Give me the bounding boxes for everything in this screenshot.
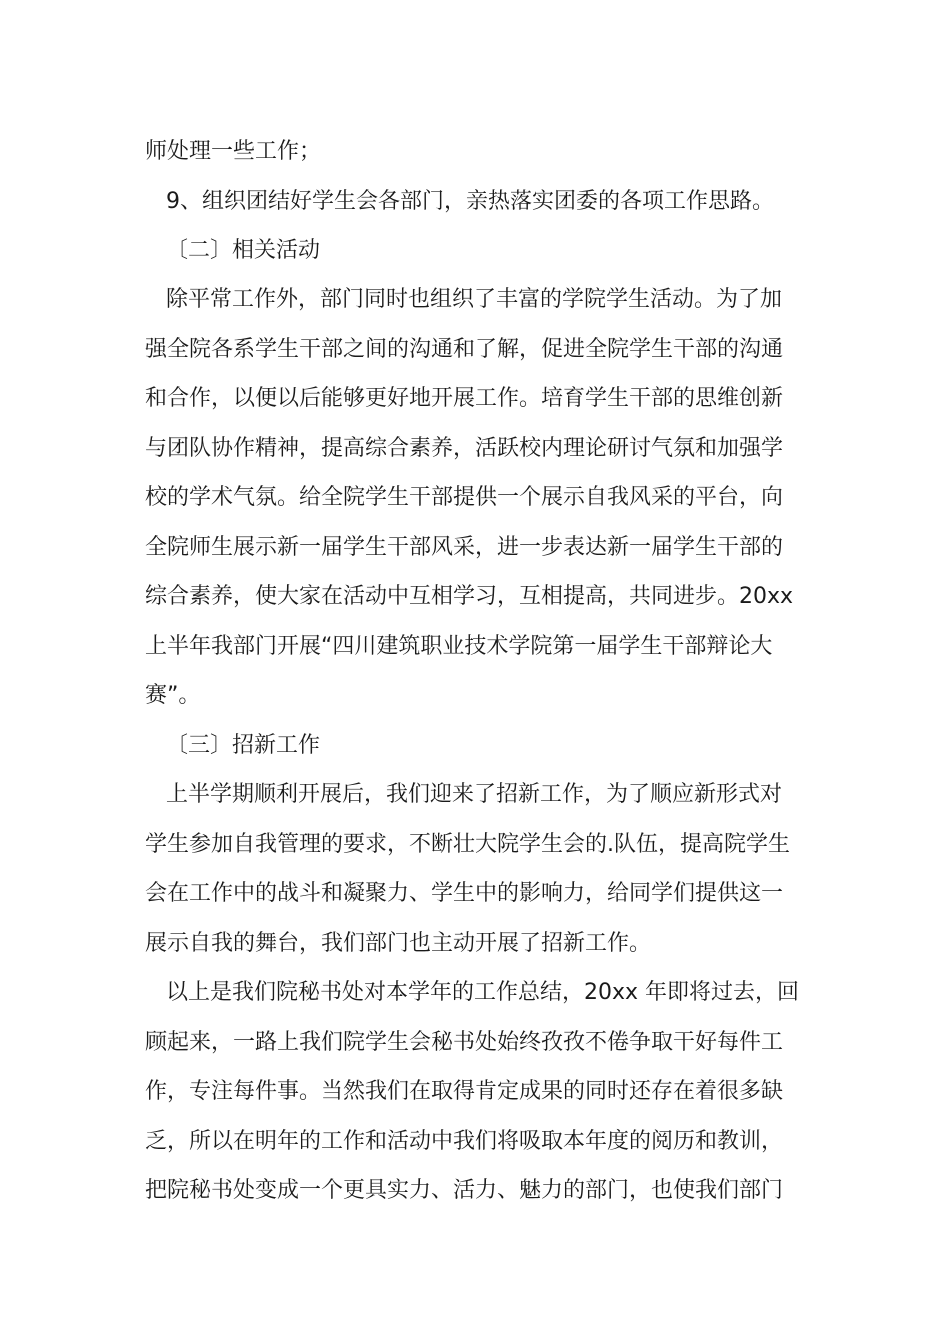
text-line: 把院秘书处变成一个更具实力、活力、魅力的部门，也使我们部门 xyxy=(145,1178,784,1203)
text-line: 乏，所以在明年的工作和活动中我们将吸取本年度的阅历和教训， xyxy=(145,1129,784,1154)
section-heading-3: 〔三〕招新工作 xyxy=(166,733,321,758)
text-line: 全院师生展示新一届学生干部风采，进一步表达新一届学生干部的 xyxy=(145,535,784,560)
text-line: 上半学期顺利开展后，我们迎来了招新工作，为了顺应新形式对 xyxy=(166,782,783,807)
text-line: 学生参加自我管理的要求，不断壮大院学生会的.队伍，提高院学生 xyxy=(145,832,790,857)
text-line: 综合素养，使大家在活动中互相学习，互相提高，共同进步。20xx xyxy=(145,584,794,609)
text-line: 除平常工作外，部门同时也组织了丰富的学院学生活动。为了加 xyxy=(166,287,783,312)
text-line: 与团队协作精神，提高综合素养，活跃校内理论研讨气氛和加强学 xyxy=(145,436,784,461)
text-line: 校的学术气氛。给全院学生干部提供一个展示自我风采的平台，向 xyxy=(145,485,784,510)
text-line: 赛”。 xyxy=(145,683,201,708)
list-item-9: 9、组织团结好学生会各部门，亲热落实团委的各项工作思路。 xyxy=(166,189,774,214)
text-line: 顾起来，一路上我们院学生会秘书处始终孜孜不倦争取干好每件工 xyxy=(145,1030,784,1055)
text-line: 展示自我的舞台，我们部门也主动开展了招新工作。 xyxy=(145,931,652,956)
text-line: 以上是我们院秘书处对本学年的工作总结，20xx 年即将过去，回 xyxy=(166,980,800,1005)
text-line: 作，专注每件事。当然我们在取得肯定成果的同时还存在着很多缺 xyxy=(145,1079,784,1104)
section-heading-2: 〔二〕相关活动 xyxy=(166,238,321,263)
text-line: 强全院各系学生干部之间的沟通和了解，促进全院学生干部的沟通 xyxy=(145,337,784,362)
text-line: 师处理一些工作； xyxy=(145,139,322,164)
text-line: 和合作，以便以后能够更好地开展工作。培育学生干部的思维创新 xyxy=(145,386,784,411)
text-line: 会在工作中的战斗和凝聚力、学生中的影响力，给同学们提供这一 xyxy=(145,881,784,906)
text-line: 上半年我部门开展“四川建筑职业技术学院第一届学生干部辩论大 xyxy=(145,634,773,659)
